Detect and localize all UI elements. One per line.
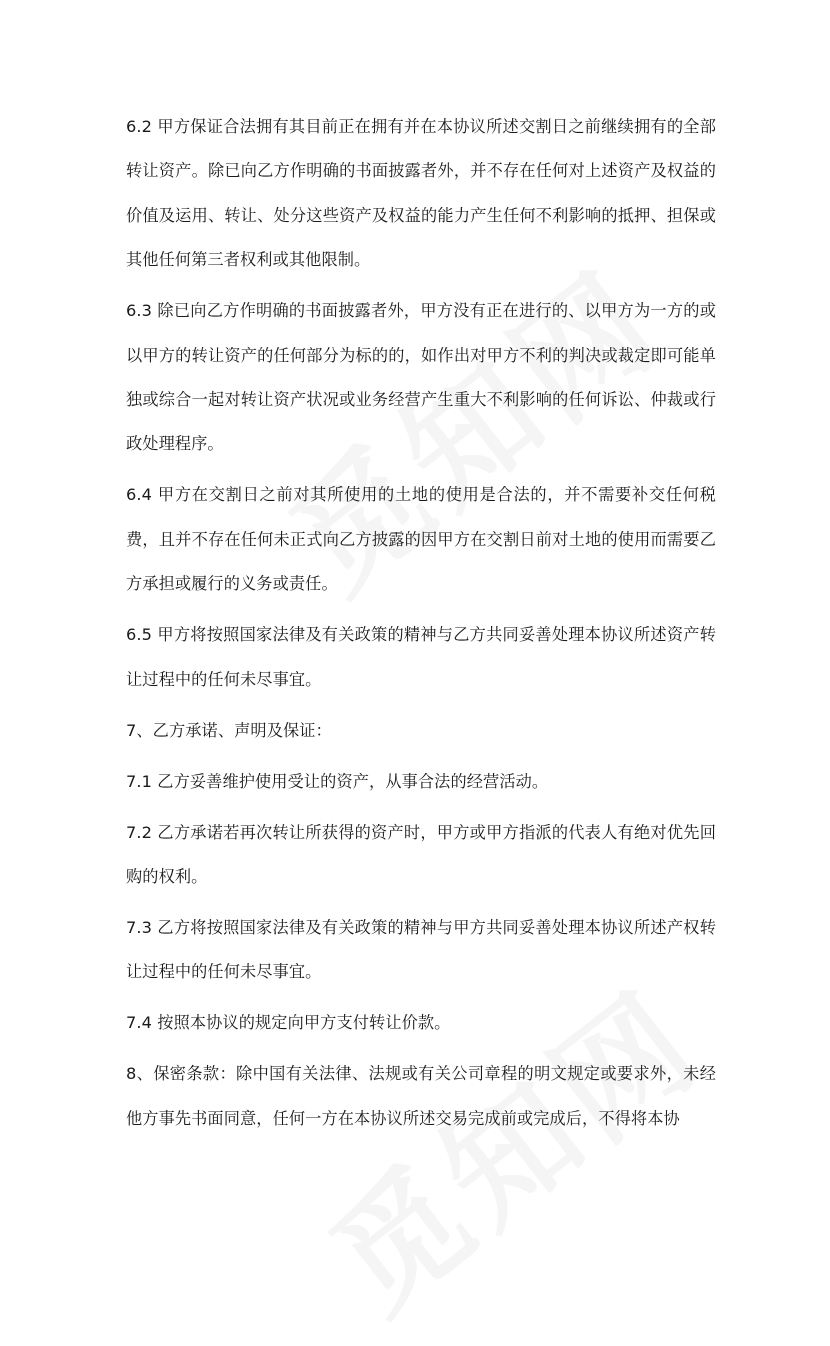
clause-7-1: 7.1 乙方妥善维护使用受让的资产，从事合法的经营活动。: [126, 771, 549, 791]
clause-7-2: 7.2 乙方承诺若再次转让所获得的资产时，甲方或甲方指派的代表人有绝对优先回购的权利。: [126, 822, 716, 887]
clause-7-3: 7.3 乙方将按照国家法律及有关政策的精神与甲方共同妥善处理本协议所述产权转让过程中的任何未尽事宜。: [126, 918, 716, 982]
document-body: [126, 105, 716, 1148]
clause-6-4: 6.4 甲方在交割日之前对其所使用的土地的使用是合法的，并不需要补交任何税费，且并不存在任何未正式向乙方披露的因甲方在交割日前对土地的使用而需要乙方承担或履行的义务或责任。: [126, 485, 716, 594]
section-8-confidentiality: 8、保密条款：除中国有关法律、法规或有关公司章程的明文规定或要求外，未经他方事先书面同意，任何一方在本协议所述交易完成前或完成后，不得将本协: [126, 1064, 716, 1128]
clause-7-4: 7.4 按照本协议的规定向甲方支付转让价款。: [126, 1013, 451, 1033]
clause-6-3: 6.3 除已向乙方作明确的书面披露者外，甲方没有正在进行的、以甲方为一方的或以甲方的转让资产的任何部分为标的的，如作出对甲方不利的判决或裁定即可能单独或综合一起对转让资产状况或业务经营产生重大不利影响的任何诉讼、仲裁或行政处理程序。: [126, 301, 716, 454]
clause-6-5: 6.5 甲方将按照国家法律及有关政策的精神与乙方共同妥善处理本协议所述资产转让过程中的任何未尽事宜。: [126, 625, 716, 689]
section-7-heading: 7、乙方承诺、声明及保证：: [126, 720, 332, 740]
clause-6-2: 6.2 甲方保证合法拥有其目前正在拥有并在本协议所述交割日之前继续拥有的全部转让资产。除已向乙方作明确的书面披露者外，并不存在任何对上述资产及权益的价值及运用、转让、处分这些资产及权益的能力产生任何不利影响的抵押、担保或其他任何第三者权利或其他限制。: [126, 117, 716, 270]
